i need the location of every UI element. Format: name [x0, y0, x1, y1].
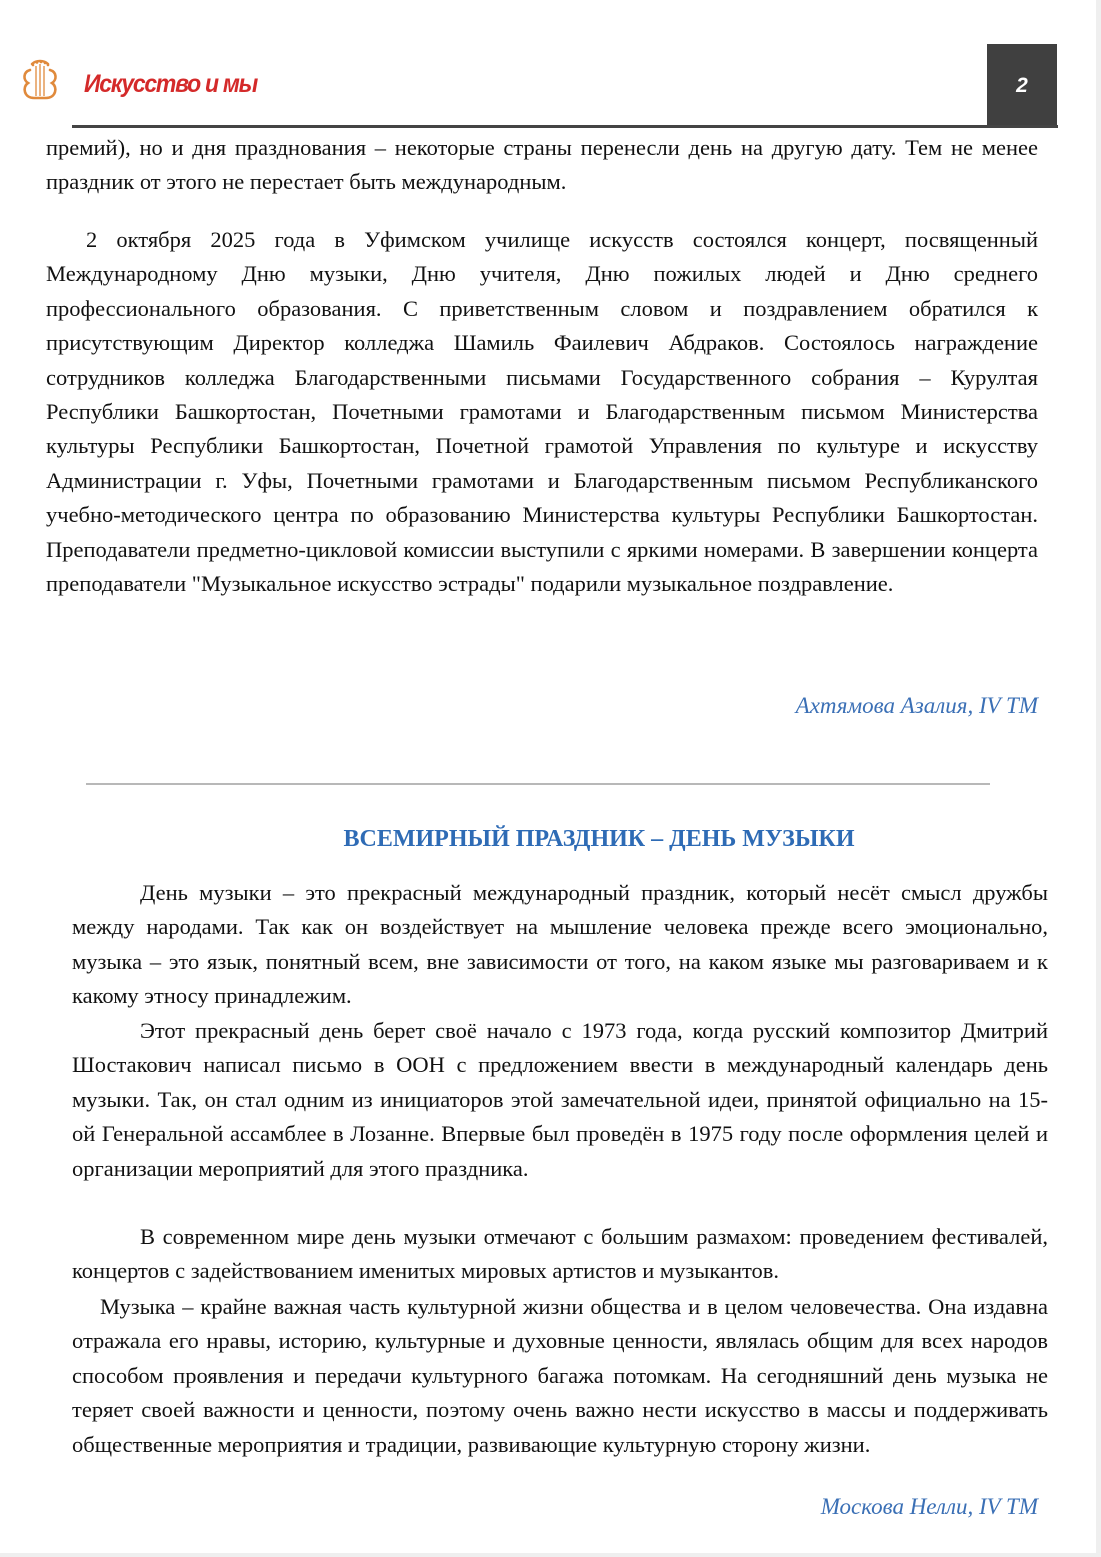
- lyre-icon: [20, 56, 60, 102]
- section-divider: [86, 783, 990, 785]
- page-number-text: 2: [1016, 73, 1028, 97]
- continued-paragraph: премий), но и дня празднования – некоторые страны перенесли день на другую дату. Тем не менее праздник от этого не перестает быть международным.: [46, 135, 1038, 195]
- article-paragraph: Этот прекрасный день берет своё начало с 1973 года, когда русский композитор Дмитрий Шостакович написал письмо в ООН с предложением ввести в международный календарь день музыки. Так, он стал одним из инициаторов этой замечательной идеи, принятой официально на 15-ой Генеральной ассамблее в Лозанне. Впервые был проведён в 1975 году после оформления целей и организации мероприятий для этого праздника.: [72, 1018, 1048, 1181]
- magazine-title: Искусство и мы: [84, 70, 257, 98]
- article-paragraph: В современном мире день музыки отмечают с большим размахом: проведением фестивалей, концертов с задействованием именитых мировых артистов и музыкантов.: [72, 1224, 1048, 1284]
- header-rule: [72, 125, 1058, 128]
- article-author: Ахтямова Азалия, IV ТМ: [795, 693, 1038, 718]
- page-edge-right: [1096, 0, 1101, 1557]
- page-edge-bottom: [0, 1553, 1101, 1557]
- article-title: ВСЕМИРНЫЙ ПРАЗДНИК – ДЕНЬ МУЗЫКИ: [343, 826, 855, 852]
- article-paragraph: День музыки – это прекрасный международный праздник, который несёт смысл дружбы между народами. Так как он воздействует на мышление человека прежде всего эмоционально, музыка – это язык, понятный всем, вне зависимости от того, на каком языке мы разговариваем и к какому этносу принадлежим.: [72, 880, 1048, 1009]
- concert-paragraph: 2 октября 2025 года в Уфимском училище искусств состоялся концерт, посвященный Международному Дню музыки, Дню учителя, Дню пожилых людей и Дню среднего профессионального образования. С приветственным словом и поздравлением обратился к присутствующим Директор колледжа Шамиль Фаилевич Абдраков. Состоялось награждение сотрудников колледжа Благодарственными письмами Государственного собрания – Курултая Республики Башкортостан, Почетными грамотами и Благодарственным письмом Министерства культуры Республики Башкортостан, Почетной грамотой Управления по культуре и искусству Администрации г. Уфы, Почетными грамотами и Благодарственным письмом Республиканского учебно-методического центра по образованию Министерства культуры Республики Башкортостан. Преподаватели предметно-цикловой комиссии выступили с яркими номерами. В завершении концерта преподаватели "Музыкальное искусство эстрады" подарили музыкальное поздравление.: [46, 227, 1038, 597]
- page-number: [987, 44, 1057, 127]
- article-author: Москова Нелли, IV ТМ: [820, 1494, 1038, 1519]
- article-paragraph: Музыка – крайне важная часть культурной жизни общества и в целом человечества. Она издавна отражала его нравы, историю, культурные и духовные ценности, являлась общим для всех народов способом проявления и передачи культурного багажа потомкам. На сегодняшний день музыка не теряет своей важности и ценности, поэтому очень важно нести искусство в массы и поддерживать общественные мероприятия и традиции, развивающие культурную сторону жизни.: [72, 1294, 1048, 1457]
